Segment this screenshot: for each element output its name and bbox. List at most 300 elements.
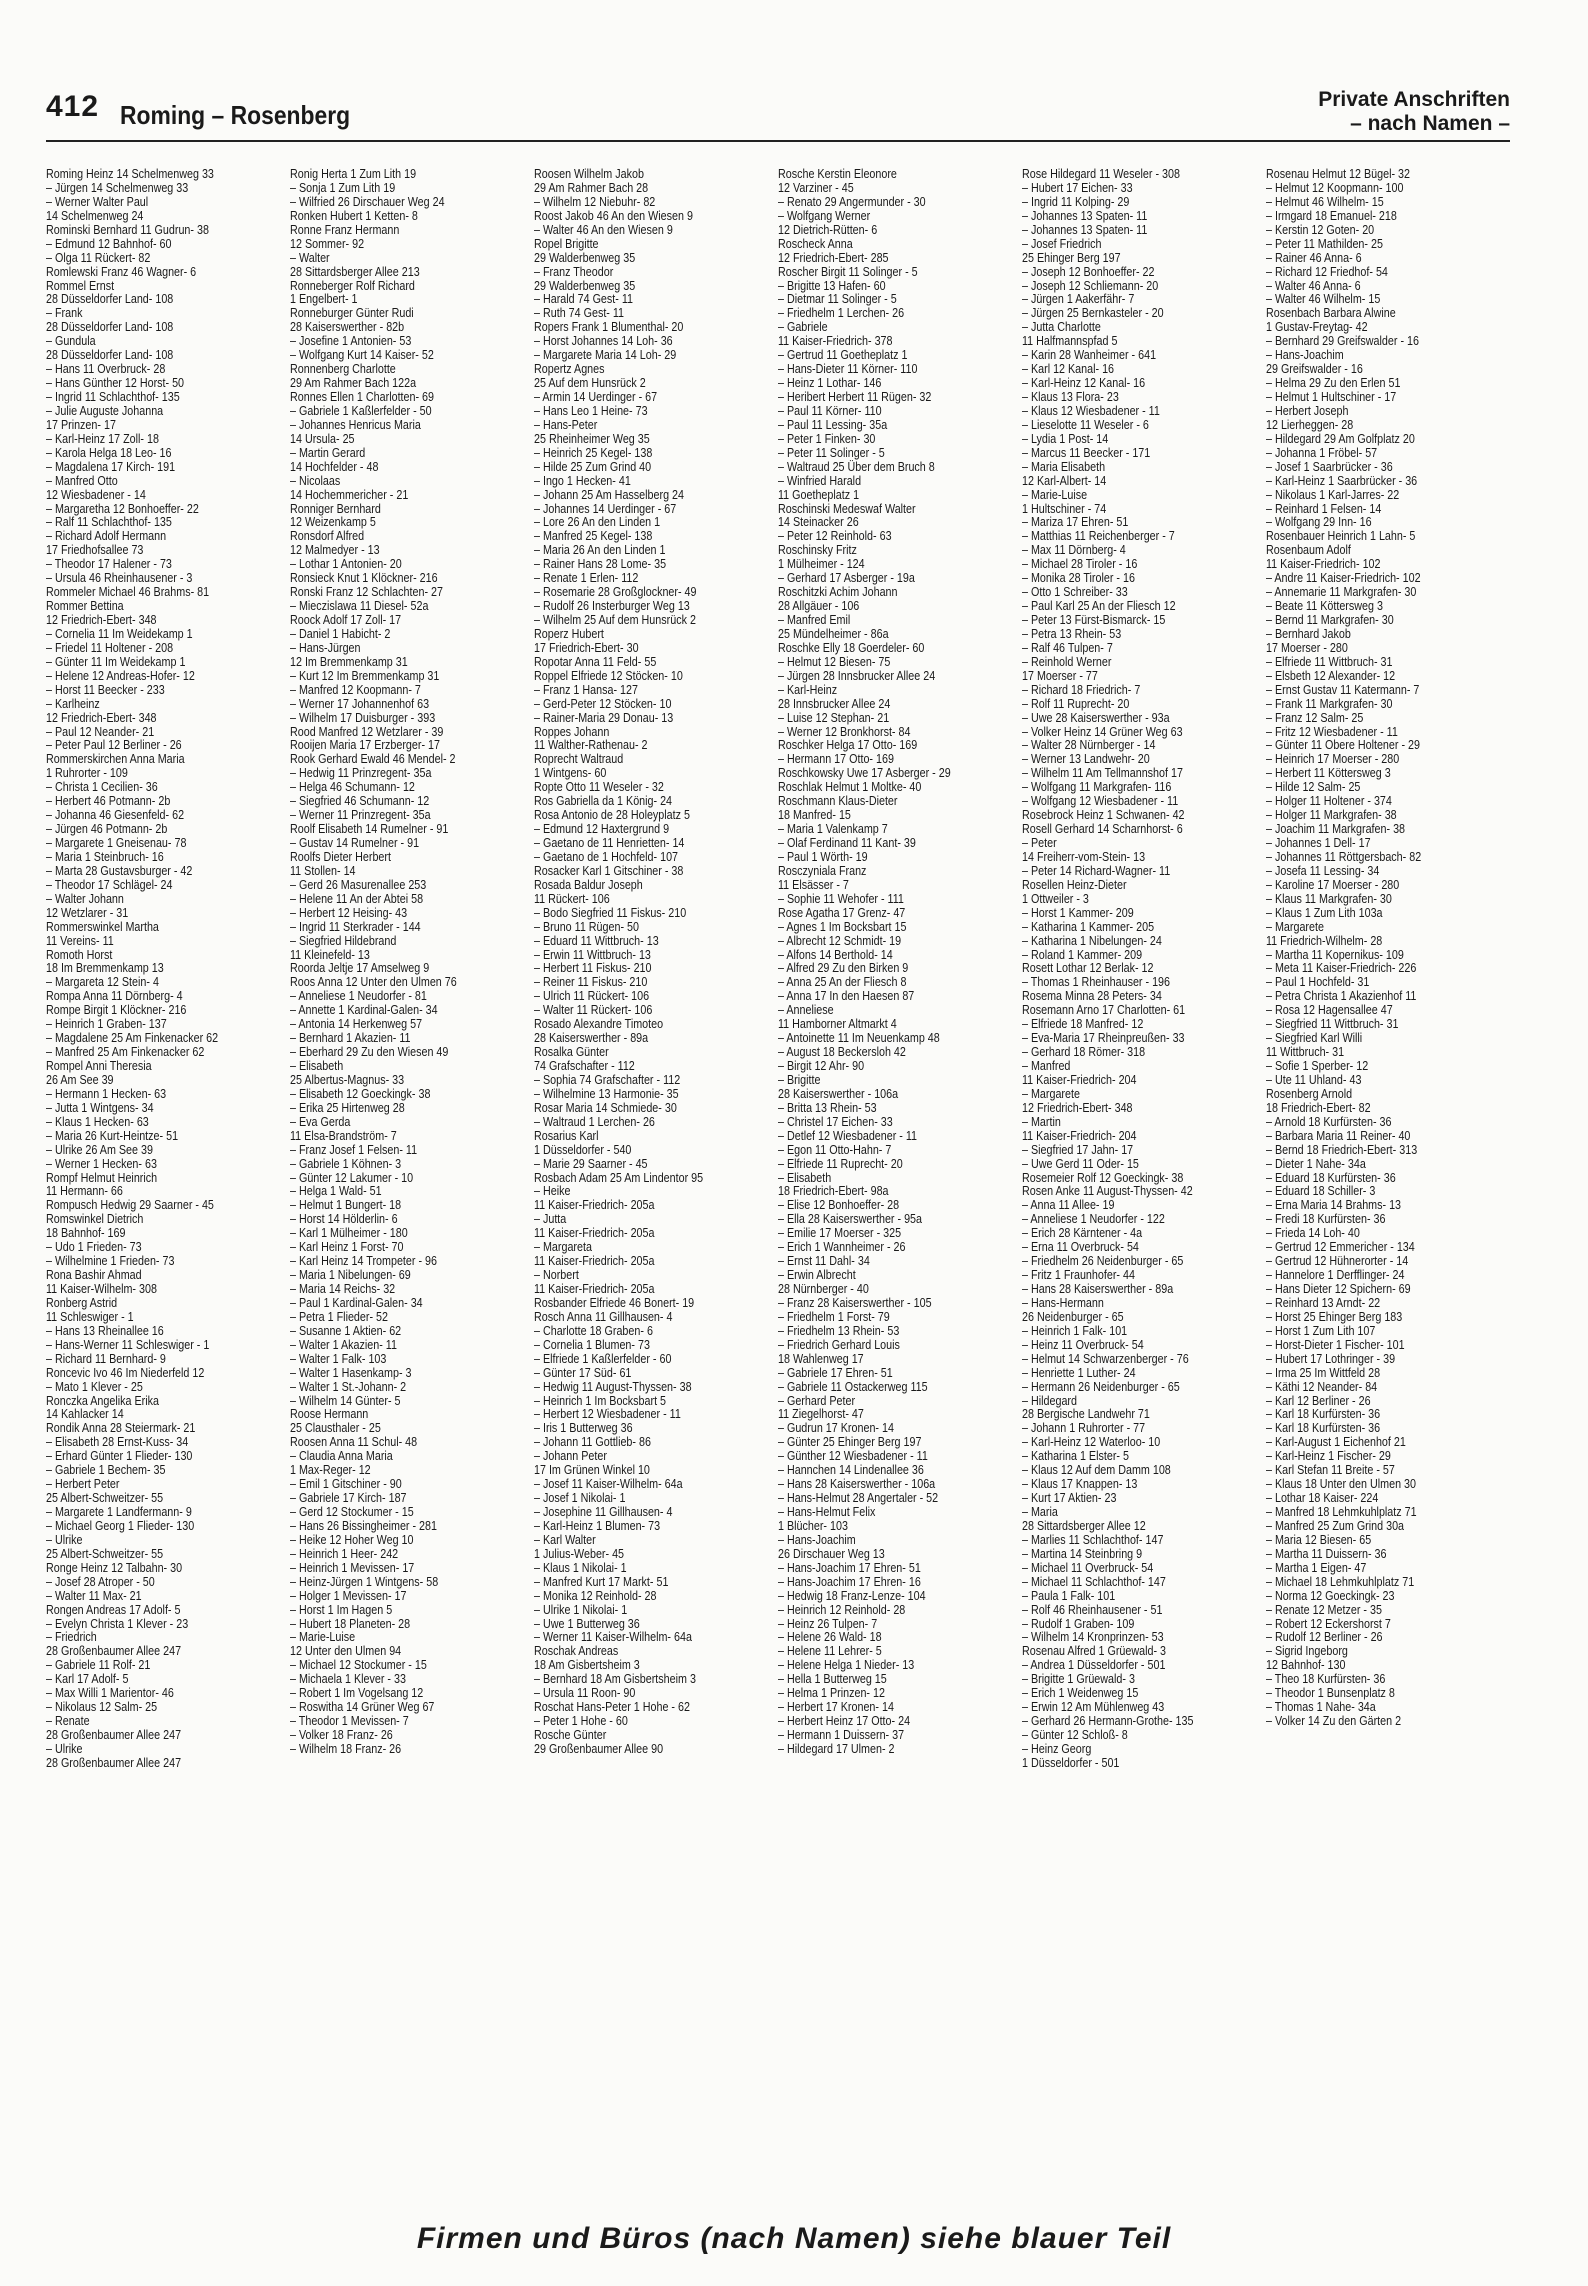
directory-entry: – Herbert Joseph [1266,403,1349,418]
directory-entry: 29 Greifswalder - 16 [1266,362,1363,377]
directory-entry: – Richard 12 Friedhof- 54 [1266,264,1388,279]
directory-entry: Romlewski Franz 46 Wagner- 6 [46,264,197,279]
directory-entry: – Karl 1 Mülheimer - 180 [290,1226,408,1241]
directory-entry: Ronsdorf Alfred [290,529,365,544]
directory-entry: – Paula 1 Falk- 101 [1022,1588,1116,1603]
directory-entry: – Waltraud 1 Lerchen- 26 [534,1114,655,1129]
directory-entry: Rooijen Maria 17 Erzberger- 17 [290,738,440,753]
directory-entry: 11 Schleswiger - 1 [46,1309,134,1324]
directory-entry: – Walter [290,250,330,265]
directory-entry: – Jutta Charlotte [1022,320,1101,335]
directory-entry: – Fritz 12 Wiesbadener - 11 [1266,724,1398,739]
directory-entry: – Ingrid 11 Sterkrader - 144 [290,919,421,934]
directory-entry: – Peter 1 Hohe - 60 [534,1714,628,1729]
directory-entry: – Walter 46 An den Wiesen 9 [534,222,673,237]
directory-entry: – Josef Friedrich [1022,236,1102,251]
directory-entry: 11 Kaiser-Friedrich- 204 [1022,1128,1137,1143]
directory-entry: – Josefa 11 Lessing- 34 [1266,863,1380,878]
directory-entry: – Katharina 1 Nibelungen- 24 [1022,933,1162,948]
directory-entry: Ropotar Anna 11 Feld- 55 [534,654,657,669]
directory-entry: – Joseph 12 Schliemann- 20 [1022,278,1159,293]
directory-entry: 14 Ursula- 25 [290,431,355,446]
directory-entry: 12 Malmedyer - 13 [290,543,380,558]
directory-entry: 11 Kaiser-Friedrich- 102 [1266,557,1381,572]
directory-entry: – Elisabeth [290,1059,344,1073]
directory-entry: Rosenberg Arnold [1266,1086,1353,1101]
directory-entry: – Andre 11 Kaiser-Friedrich- 102 [1266,571,1421,586]
directory-entry: – Michael 11 Overbruck- 54 [1022,1560,1154,1575]
directory-entry: – Mariza 17 Ehren- 51 [1022,515,1129,530]
directory-entry: – Sophia 74 Grafschafter - 112 [534,1072,681,1087]
directory-entry: – Fritz 1 Fraunhofer- 44 [1022,1268,1135,1283]
directory-entry: – Theo 18 Kurfürsten- 36 [1266,1672,1386,1687]
directory-entry: – Hannchen 14 Lindenallee 36 [778,1463,924,1478]
directory-entry: – Hedwig 11 August-Thyssen- 38 [534,1379,692,1394]
directory-entry: 29 Am Rahmer Bach 122a [290,376,417,391]
directory-entry: – Elfriede 1 Kaßlerfelder - 60 [534,1351,672,1366]
directory-entry: – Hildegard 29 Am Golfplatz 20 [1266,431,1415,446]
directory-entry: – Egon 11 Otto-Hahn- 7 [778,1142,892,1157]
directory-entry: – Johann 1 Ruhrorter - 77 [1022,1421,1146,1436]
directory-entry: – Mato 1 Klever - 25 [46,1379,143,1394]
directory-entry: Roschlak Helmut 1 Moltke- 40 [778,780,922,795]
directory-entry: Rompusch Hedwig 29 Saarner - 45 [46,1198,214,1213]
directory-entry: – Gabriele 1 Bechem- 35 [46,1463,166,1478]
directory-entry: – Michael 12 Stockumer - 15 [290,1658,427,1673]
directory-entry: Rondik Anna 28 Steiermark- 21 [46,1421,196,1436]
directory-entry: 11 Friedrich-Wilhelm- 28 [1266,933,1383,948]
directory-entry: – Hans-Werner 11 Schleswiger - 1 [46,1337,210,1352]
directory-entry: – Albrecht 12 Schmidt- 19 [778,933,902,948]
directory-entry: – Gerhard Peter [778,1393,856,1408]
directory-entry: – Margarete 1 Landfermann- 9 [46,1505,192,1519]
directory-entry: Rosenbauer Heinrich 1 Lahn- 5 [1266,529,1416,544]
directory-entry: 11 Goetheplatz 1 [778,487,860,502]
directory-entry: – Gerhard 26 Hermann-Grothe- 135 [1022,1714,1194,1729]
directory-entry: – Hilde 12 Salm- 25 [1266,780,1361,795]
directory-entry: – Petra 13 Rhein- 53 [1022,626,1122,641]
directory-entry: – Helga 46 Schumann- 12 [290,780,415,795]
directory-entry: – Manfred Kurt 17 Markt- 51 [534,1574,669,1589]
directory-entry: – Maria 14 Reichs- 32 [290,1282,396,1296]
directory-entry: – Johannes 14 Uerdinger - 67 [534,501,677,516]
directory-entry: – Hans Leo 1 Heine- 73 [534,403,648,418]
directory-entry: – Bruno 11 Rügen- 50 [534,919,639,934]
directory-entry: – Wolfgang Kurt 14 Kaiser- 52 [290,348,434,363]
directory-entry: 28 Düsseldorfer Land- 108 [46,292,174,307]
directory-entry: Rood Manfred 12 Wetzlarer - 39 [290,724,444,739]
directory-entry: – Elfriede 11 Wittbruch- 31 [1266,654,1393,669]
directory-entry: – Günter 17 Süd- 61 [534,1365,632,1380]
directory-entry: Rommel Ernst [46,278,115,293]
directory-entry: – Gertrud 12 Hühnerorter - 14 [1266,1254,1409,1269]
directory-entry: Rommerswinkel Martha [46,919,159,934]
directory-entry: – Heinrich 1 Im Bocksbart 5 [534,1393,667,1408]
directory-entry: – Rainer-Maria 29 Donau- 13 [534,710,674,725]
directory-entry: 26 Dirschauer Weg 13 [778,1546,885,1561]
directory-entry: – Karin 28 Wanheimer - 641 [1022,348,1157,363]
directory-entry: – Margarete Maria 14 Loh- 29 [534,348,677,363]
directory-entry: Roost Jakob 46 An den Wiesen 9 [534,208,693,223]
directory-entry: – Margarete 1 Gneisenau- 78 [46,836,187,850]
directory-entry: 11 Kaiser-Friedrich- 378 [778,334,893,349]
directory-entry: 14 Schelmenweg 24 [46,208,144,223]
directory-entry: – Herbert 46 Potmann- 2b [46,794,171,809]
directory-entry: – Karl 12 Kanal- 16 [1022,362,1115,377]
directory-entry: Ronge Heinz 12 Talbahn- 30 [46,1560,183,1575]
directory-entry: – Frank 11 Markgrafen- 30 [1266,696,1393,711]
directory-entry: Roose Hermann [290,1407,369,1422]
directory-entry: – Karl-Heinz 1 Saarbrücker - 36 [1266,473,1418,488]
directory-entry: – Christel 17 Eichen- 33 [778,1114,893,1129]
directory-entry: – Jürgen 46 Potmann- 2b [46,822,168,837]
directory-entry: – Martin Gerard [290,445,366,460]
directory-entry: – Barbara Maria 11 Reiner- 40 [1266,1128,1411,1143]
directory-entry: – Eduard 18 Kurfürsten- 36 [1266,1170,1396,1185]
directory-entry: – Norbert [534,1268,579,1283]
directory-entry: Ronski Franz 12 Schlachten- 27 [290,585,443,600]
directory-entry: – Karl Heinz 14 Trompeter - 96 [290,1254,437,1269]
directory-entry: Rosbander Elfriede 46 Bonert- 19 [534,1295,695,1310]
directory-entry: – Henriette 1 Luther- 24 [1022,1365,1136,1380]
directory-entry: Ropers Frank 1 Blumenthal- 20 [534,320,684,335]
directory-entry: 14 Kahlacker 14 [46,1407,124,1422]
directory-entry: Roosen Anna 11 Schul- 48 [290,1435,418,1450]
directory-entry: – Brigitte 13 Hafen- 60 [778,278,886,293]
directory-entry: – Sonja 1 Zum Lith 19 [290,180,396,195]
directory-entry: Rosche Günter [534,1728,607,1742]
directory-entry: – Monika 12 Reinhold- 28 [534,1588,657,1603]
directory-entry: – Daniel 1 Habicht- 2 [290,626,391,641]
directory-entry: – Klaus 1 Hecken- 63 [46,1114,149,1129]
directory-entry: – Manfred [1022,1059,1071,1073]
directory-entry: – Helene 12 Andreas-Hofer- 12 [46,668,195,683]
directory-entry: 28 Sittardsberger Allee 12 [1022,1518,1146,1533]
directory-entry: 14 Hochemmericher - 21 [290,487,409,502]
directory-entry: 28 Düsseldorfer Land- 108 [46,348,174,363]
directory-entry: – Ursula 11 Roon- 90 [534,1686,636,1701]
directory-entry: – Reiner 11 Fiskus- 210 [534,975,648,990]
directory-entry: – Karl Heinz 1 Forst- 70 [290,1240,404,1255]
directory-entry: – Jürgen 1 Aakerfähr- 7 [1022,292,1135,307]
directory-entry: Rosebrock Heinz 1 Schwanen- 42 [1022,808,1185,823]
directory-entry: – Manfred 25 Zum Grind 30a [1266,1518,1405,1533]
directory-entry: – Klaus 12 Wiesbadener - 11 [1022,403,1160,418]
directory-entry: – Wolfgang 12 Wiesbadener - 11 [1022,794,1179,809]
directory-entry: 12 Weizenkamp 5 [290,515,376,530]
directory-entry: – Heinrich 17 Moerser - 280 [1266,752,1400,767]
directory-entry: – Hans-Joachim [1266,348,1344,363]
directory-entry: Rosacker Karl 1 Gitschiner - 38 [534,863,684,878]
directory-entry: – Wilhelm 12 Niebuhr- 82 [534,194,656,209]
directory-entry: 11 Kleinefeld- 13 [290,947,370,962]
directory-entry: – Friedrich Gerhard Louis [778,1337,900,1352]
directory-entry: – Helmut 46 Wilhelm- 15 [1266,194,1384,209]
directory-entry: – Elfriede 18 Manfred- 12 [1022,1017,1144,1032]
directory-entry: – Heinrich 1 Mevissen- 17 [290,1560,415,1575]
directory-entry: – Karl-Heinz 12 Kanal- 16 [1022,376,1146,391]
directory-entry: – Erna 11 Overbruck- 54 [1022,1240,1139,1255]
directory-entry: 14 Hochfelder - 48 [290,459,379,474]
directory-entry: – Britta 13 Rhein- 53 [778,1100,877,1115]
directory-entry: Rosarius Karl [534,1128,599,1143]
directory-entry: Rongen Andreas 17 Adolf- 5 [46,1602,181,1617]
directory-entry: Rosema Minna 28 Peters- 34 [1022,989,1162,1004]
directory-entry: – Maria 1 Steinbruch- 16 [46,849,164,864]
directory-entry: – Walter Johann [46,891,124,906]
directory-entry: – Walter 1 Akazien- 11 [290,1337,397,1352]
directory-entry: – Magdalena 17 Kirch- 191 [46,459,176,474]
directory-entry: – Margarete [1266,919,1324,934]
directory-entry: – Walter 46 Wilhelm- 15 [1266,292,1381,307]
directory-entry: – Karl 17 Adolf- 5 [46,1672,129,1687]
directory-entry: – Richard 11 Bernhard- 9 [46,1351,166,1366]
directory-entry: – Harald 74 Gest- 11 [534,292,633,307]
directory-entry: – Gertrud 11 Goetheplatz 1 [778,348,908,363]
directory-entry: – Helene 11 An der Abtei 58 [290,891,424,906]
directory-entry: 12 Unter den Ulmen 94 [290,1644,402,1659]
directory-entry: 11 Walther-Rathenau- 2 [534,738,648,753]
directory-entry: – Karola Helga 18 Leo- 16 [46,445,172,460]
directory-entry: – Friedhelm 1 Forst- 79 [778,1309,890,1324]
directory-entry: – Anna 25 An der Fliesch 8 [778,975,907,990]
directory-entry: – Antoinette 11 Im Neuenkamp 48 [778,1031,940,1046]
directory-entry: – Magdalene 25 Am Finkenacker 62 [46,1031,219,1046]
directory-entry: – Karoline 17 Moerser - 280 [1266,877,1400,892]
directory-entry: – Helene Helga 1 Nieder- 13 [778,1658,915,1673]
directory-entry: Rose Hildegard 11 Weseler - 308 [1022,168,1180,181]
directory-entry: – Werner 12 Bronkhorst- 84 [778,724,911,739]
directory-entry: – Arnold 18 Kurfürsten- 36 [1266,1114,1392,1129]
directory-entry: – Susanne 1 Aktien- 62 [290,1323,402,1338]
directory-entry: – Helmut 1 Hultschiner - 17 [1266,390,1397,404]
directory-entry: – Walter 1 St.-Johann- 2 [290,1379,407,1394]
directory-entry: – Karl-Heinz 12 Waterloo- 10 [1022,1435,1161,1450]
directory-entry: – Dietmar 11 Solinger - 5 [778,292,897,307]
directory-entry: 25 Albert-Schweitzer- 55 [46,1491,164,1506]
directory-entry: – Marlies 11 Schlachthof- 147 [1022,1532,1164,1547]
directory-entry: – Bernd 11 Markgrafen- 30 [1266,613,1394,627]
directory-entry: – Renate 12 Metzer - 35 [1266,1602,1382,1617]
directory-entry: – Eva-Maria 17 Rheinpreußen- 33 [1022,1031,1185,1046]
directory-entry: 11 Wittbruch- 31 [1266,1045,1345,1060]
directory-entry: – Sigrid Ingeborg [1266,1644,1348,1659]
directory-entry: – Theodor 1 Bunsenplatz 8 [1266,1686,1395,1701]
directory-entry: – Anneliese 1 Neudorfer - 81 [290,989,427,1004]
directory-entry: – Luise 12 Stephan- 21 [778,710,890,725]
directory-entry: – Armin 14 Uerdinger - 67 [534,390,658,404]
directory-entry: – Ralf 11 Schlachthof- 135 [46,515,172,530]
directory-entry: 12 Lierheggen- 28 [1266,417,1354,432]
directory-entry: – Karl 12 Berliner - 26 [1266,1393,1371,1408]
directory-entry: 28 Großenbaumer Allee 247 [46,1644,182,1659]
directory-entry: Rosche Kerstin Eleonore [778,168,897,181]
directory-entry: – Helmut 12 Biesen- 75 [778,654,891,669]
directory-entry: 25 Clausthaler - 25 [290,1421,381,1436]
directory-entry: – Reinhard 1 Felsen- 14 [1266,501,1382,516]
directory-entry: – Peter 11 Solinger - 5 [778,445,885,460]
directory-entry: Roppel Elfriede 12 Stöcken- 10 [534,668,683,683]
directory-entry: 28 Kaiserswerther - 106a [778,1086,899,1101]
directory-entry: Romswinkel Dietrich [46,1212,144,1227]
directory-entry: – Marie 29 Saarner - 45 [534,1156,648,1171]
directory-entry: Ropte Otto 11 Weseler - 32 [534,780,664,795]
directory-entry: – Charlotte 18 Graben- 6 [534,1323,653,1338]
directory-entry: 12 Sommer- 92 [290,236,365,251]
directory-entry: Romoth Horst [46,947,113,962]
directory-entry: – Hermann 1 Hecken- 63 [46,1086,167,1101]
directory-entry: – Edmund 12 Haxtergrund 9 [534,822,670,837]
directory-entry: – Walter 1 Falk- 103 [290,1351,387,1366]
directory-entry: – Ulrike 1 Nikolai- 1 [534,1602,628,1617]
directory-entry: Rosenbaum Adolf [1266,543,1351,558]
directory-entry: – Robert 12 Eckershorst 7 [1266,1616,1391,1631]
directory-entry: – Hermann 26 Neidenburger - 65 [1022,1379,1180,1394]
directory-entry: – Wilhelmine 1 Frieden- 73 [46,1254,175,1269]
directory-entry: – Petra Christa 1 Akazienhof 11 [1266,989,1417,1004]
directory-entry: – Gaetano de 11 Henrietten- 14 [534,836,685,850]
directory-entry: – Peter 1 Finken- 30 [778,431,876,446]
directory-entry: – Helga 1 Wald- 51 [290,1184,382,1199]
directory-entry: – Hans 28 Kaiserswerther - 89a [1022,1282,1174,1296]
directory-entry: – Max 11 Dörnberg- 4 [1022,543,1126,558]
directory-entry: 14 Freiherr-vom-Stein- 13 [1022,849,1146,864]
directory-entry: – Ingo 1 Hecken- 41 [534,473,631,488]
directory-entry: – Udo 1 Frieden- 73 [46,1240,142,1255]
directory-entry: – Max Willi 1 Marientor- 46 [46,1686,174,1701]
directory-entry: – Herbert 11 Fiskus- 210 [534,961,652,976]
directory-entry: – Heinz Georg [1022,1741,1092,1756]
directory-entry: – Elisabeth [778,1170,832,1185]
directory-entry: – Ulrich 11 Rückert- 106 [534,989,650,1004]
directory-entry: – Erika 25 Hirtenweg 28 [290,1100,405,1115]
directory-entry: – Johannes 11 Röttgersbach- 82 [1266,849,1422,864]
directory-entry: – Hedwig 11 Prinzregent- 35a [290,766,432,781]
directory-entry: – Elisabeth 12 Goeckingk- 38 [290,1086,431,1101]
directory-entry: – Katharina 1 Kammer- 205 [1022,919,1155,934]
directory-entry: – Gabriele 1 Köhnen- 3 [290,1156,402,1171]
directory-entry: – Walter 1 Hasenkamp- 3 [290,1365,412,1380]
directory-entry: Ros Gabriella da 1 König- 24 [534,794,673,809]
directory-entry: – Robert 1 Im Vogelsang 12 [290,1686,424,1701]
directory-entry: – Hans-Peter [534,417,598,432]
directory-entry: – Maria 12 Biesen- 65 [1266,1532,1372,1547]
directory-entry: – Ruth 74 Gest- 11 [534,306,625,321]
directory-entry: 74 Grafschafter - 112 [534,1059,635,1073]
directory-entry: – Anna 11 Allee- 19 [1022,1198,1115,1213]
directory-entry: – Horst Johannes 14 Loh- 36 [534,334,673,349]
directory-entry: 1 Düsseldorfer - 501 [1022,1755,1120,1770]
directory-entry: – Heinz-Jürgen 1 Wintgens- 58 [290,1574,439,1589]
directory-entry: – Ulrike [46,1532,83,1547]
directory-entry: – Uwe 28 Kaiserswerther - 93a [1022,710,1170,725]
directory-entry: – Friedhelm 26 Neidenburger - 65 [1022,1254,1184,1269]
directory-entry: Roscheck Anna [778,236,853,251]
directory-entry: – Sofie 1 Sperber- 12 [1266,1059,1369,1073]
directory-entry: Roock Adolf 17 Zoll- 17 [290,613,402,627]
directory-entry: – Hans-Helmut Felix [778,1505,876,1519]
directory-entry: – Theodor 1 Mevissen- 7 [290,1714,409,1729]
directory-entry: 1 Ruhrorter - 109 [46,766,128,781]
directory-entry: – Friedhelm 13 Rhein- 53 [778,1323,900,1338]
directory-entry: – Volker Heinz 14 Grüner Weg 63 [1022,724,1183,739]
directory-entry: – Karl-August 1 Eichenhof 21 [1266,1435,1406,1450]
directory-entry: – Gabriele [778,320,828,335]
directory-entry: 1 Julius-Weber- 45 [534,1546,625,1561]
directory-entry: – Günter 25 Ehinger Berg 197 [778,1435,922,1450]
directory-entry: – Paul 1 Kardinal-Galen- 34 [290,1295,423,1310]
directory-entry: – Rudolf 26 Insterburger Weg 13 [534,599,690,614]
directory-entry: – Helma 1 Prinzen- 12 [778,1686,885,1701]
directory-entry: – Bernhard Jakob [1266,626,1351,641]
directory-entry: Rosenau Helmut 12 Bügel- 32 [1266,168,1411,181]
directory-entry: – Holger 1 Mevissen- 17 [290,1588,407,1603]
directory-entry: – Theodor 17 Halener - 73 [46,557,172,572]
directory-entry: – Erhard Günter 1 Flieder- 130 [46,1449,193,1464]
directory-entry: – Ella 28 Kaiserswerther - 95a [778,1212,923,1227]
directory-entry: 17 Im Grünen Winkel 10 [534,1463,650,1478]
directory-entry: 12 Friedrich-Ebert- 348 [1022,1100,1133,1115]
directory-entry: – Josefine 1 Antonien- 53 [290,334,412,349]
directory-entry: – Martina 14 Steinbring 9 [1022,1546,1143,1561]
directory-entry: – Paul 11 Körner- 110 [778,403,882,418]
directory-entry: – Maria 26 Kurt-Heintze- 51 [46,1128,179,1143]
directory-entry: – Irma 25 Im Wittfeld 28 [1266,1365,1381,1380]
directory-entry: 28 Kaiserswerther - 89a [534,1031,649,1046]
directory-entry: – Werner 11 Prinzregent- 35a [290,808,431,823]
directory-entry: – Bernhard 29 Greifswalder - 16 [1266,334,1419,349]
directory-entry: 11 Stollen- 14 [290,863,356,878]
directory-entry: Ropel Brigitte [534,236,599,251]
directory-entry: – Günter 12 Lakumer - 10 [290,1170,414,1185]
directory-entry: – Gundula [46,334,96,349]
directory-entry: – Gerd 12 Stockumer - 15 [290,1505,414,1519]
directory-entry: Roschkowsky Uwe 17 Asberger - 29 [778,766,951,781]
directory-entry: Rommeler Michael 46 Brahms- 81 [46,585,210,600]
directory-entry: – Helma 29 Zu den Erlen 51 [1266,376,1401,391]
directory-entry: – Hermann 17 Otto- 169 [778,752,894,767]
directory-entry: – Joachim 11 Markgrafen- 38 [1266,822,1406,837]
directory-entry: Rompe Birgit 1 Klöckner- 216 [46,1003,187,1018]
directory-entry: – Emil 1 Gitschiner - 90 [290,1477,402,1492]
directory-entry: – Lothar 1 Antonien- 20 [290,557,402,572]
directory-entry: – Hedwig 18 Franz-Lenze- 104 [778,1588,926,1603]
directory-entry: 11 Halfmannspfad 5 [1022,334,1118,349]
directory-entry: – Siegfried Hildebrand [290,933,397,948]
directory-entry: – Josephine 11 Gillhausen- 4 [534,1505,673,1519]
directory-entry: – Günter 12 Schloß- 8 [1022,1728,1128,1742]
section-heading [1318,88,1510,136]
directory-entry: – Günther 12 Wiesbadener - 11 [778,1449,928,1464]
directory-entry: Rompa Anna 11 Dörnberg- 4 [46,989,183,1004]
directory-entry: Roming Heinz 14 Schelmenweg 33 [46,168,214,181]
directory-entry: – Klaus 18 Unter den Ulmen 30 [1266,1477,1417,1492]
directory-entry: – Rolf 46 Rheinhausener - 51 [1022,1602,1163,1617]
directory-entry: 1 Max-Reger- 12 [290,1463,371,1478]
directory-entry: – Martha 11 Duissern- 36 [1266,1546,1387,1561]
directory-entry: – Wilhelm 17 Duisburger - 393 [290,710,436,725]
directory-entry: – Uwe 1 Butterweg 36 [534,1616,640,1631]
directory-entry: 25 Auf dem Hunsrück 2 [534,376,646,391]
directory-entry: Ronnenberg Charlotte [290,362,396,377]
directory-entry: 28 Nürnberger - 40 [778,1282,869,1296]
directory-entry: – Helmut 1 Bungert- 18 [290,1198,402,1213]
directory-entry: 18 Wahlenweg 17 [778,1351,864,1366]
directory-entry: 11 Kaiser-Wilhelm- 308 [46,1282,157,1296]
directory-entry: – Gerhard 18 Römer- 318 [1022,1045,1146,1060]
directory-column [534,168,778,2188]
directory-entry: – Herbert 17 Kronen- 14 [778,1700,894,1715]
